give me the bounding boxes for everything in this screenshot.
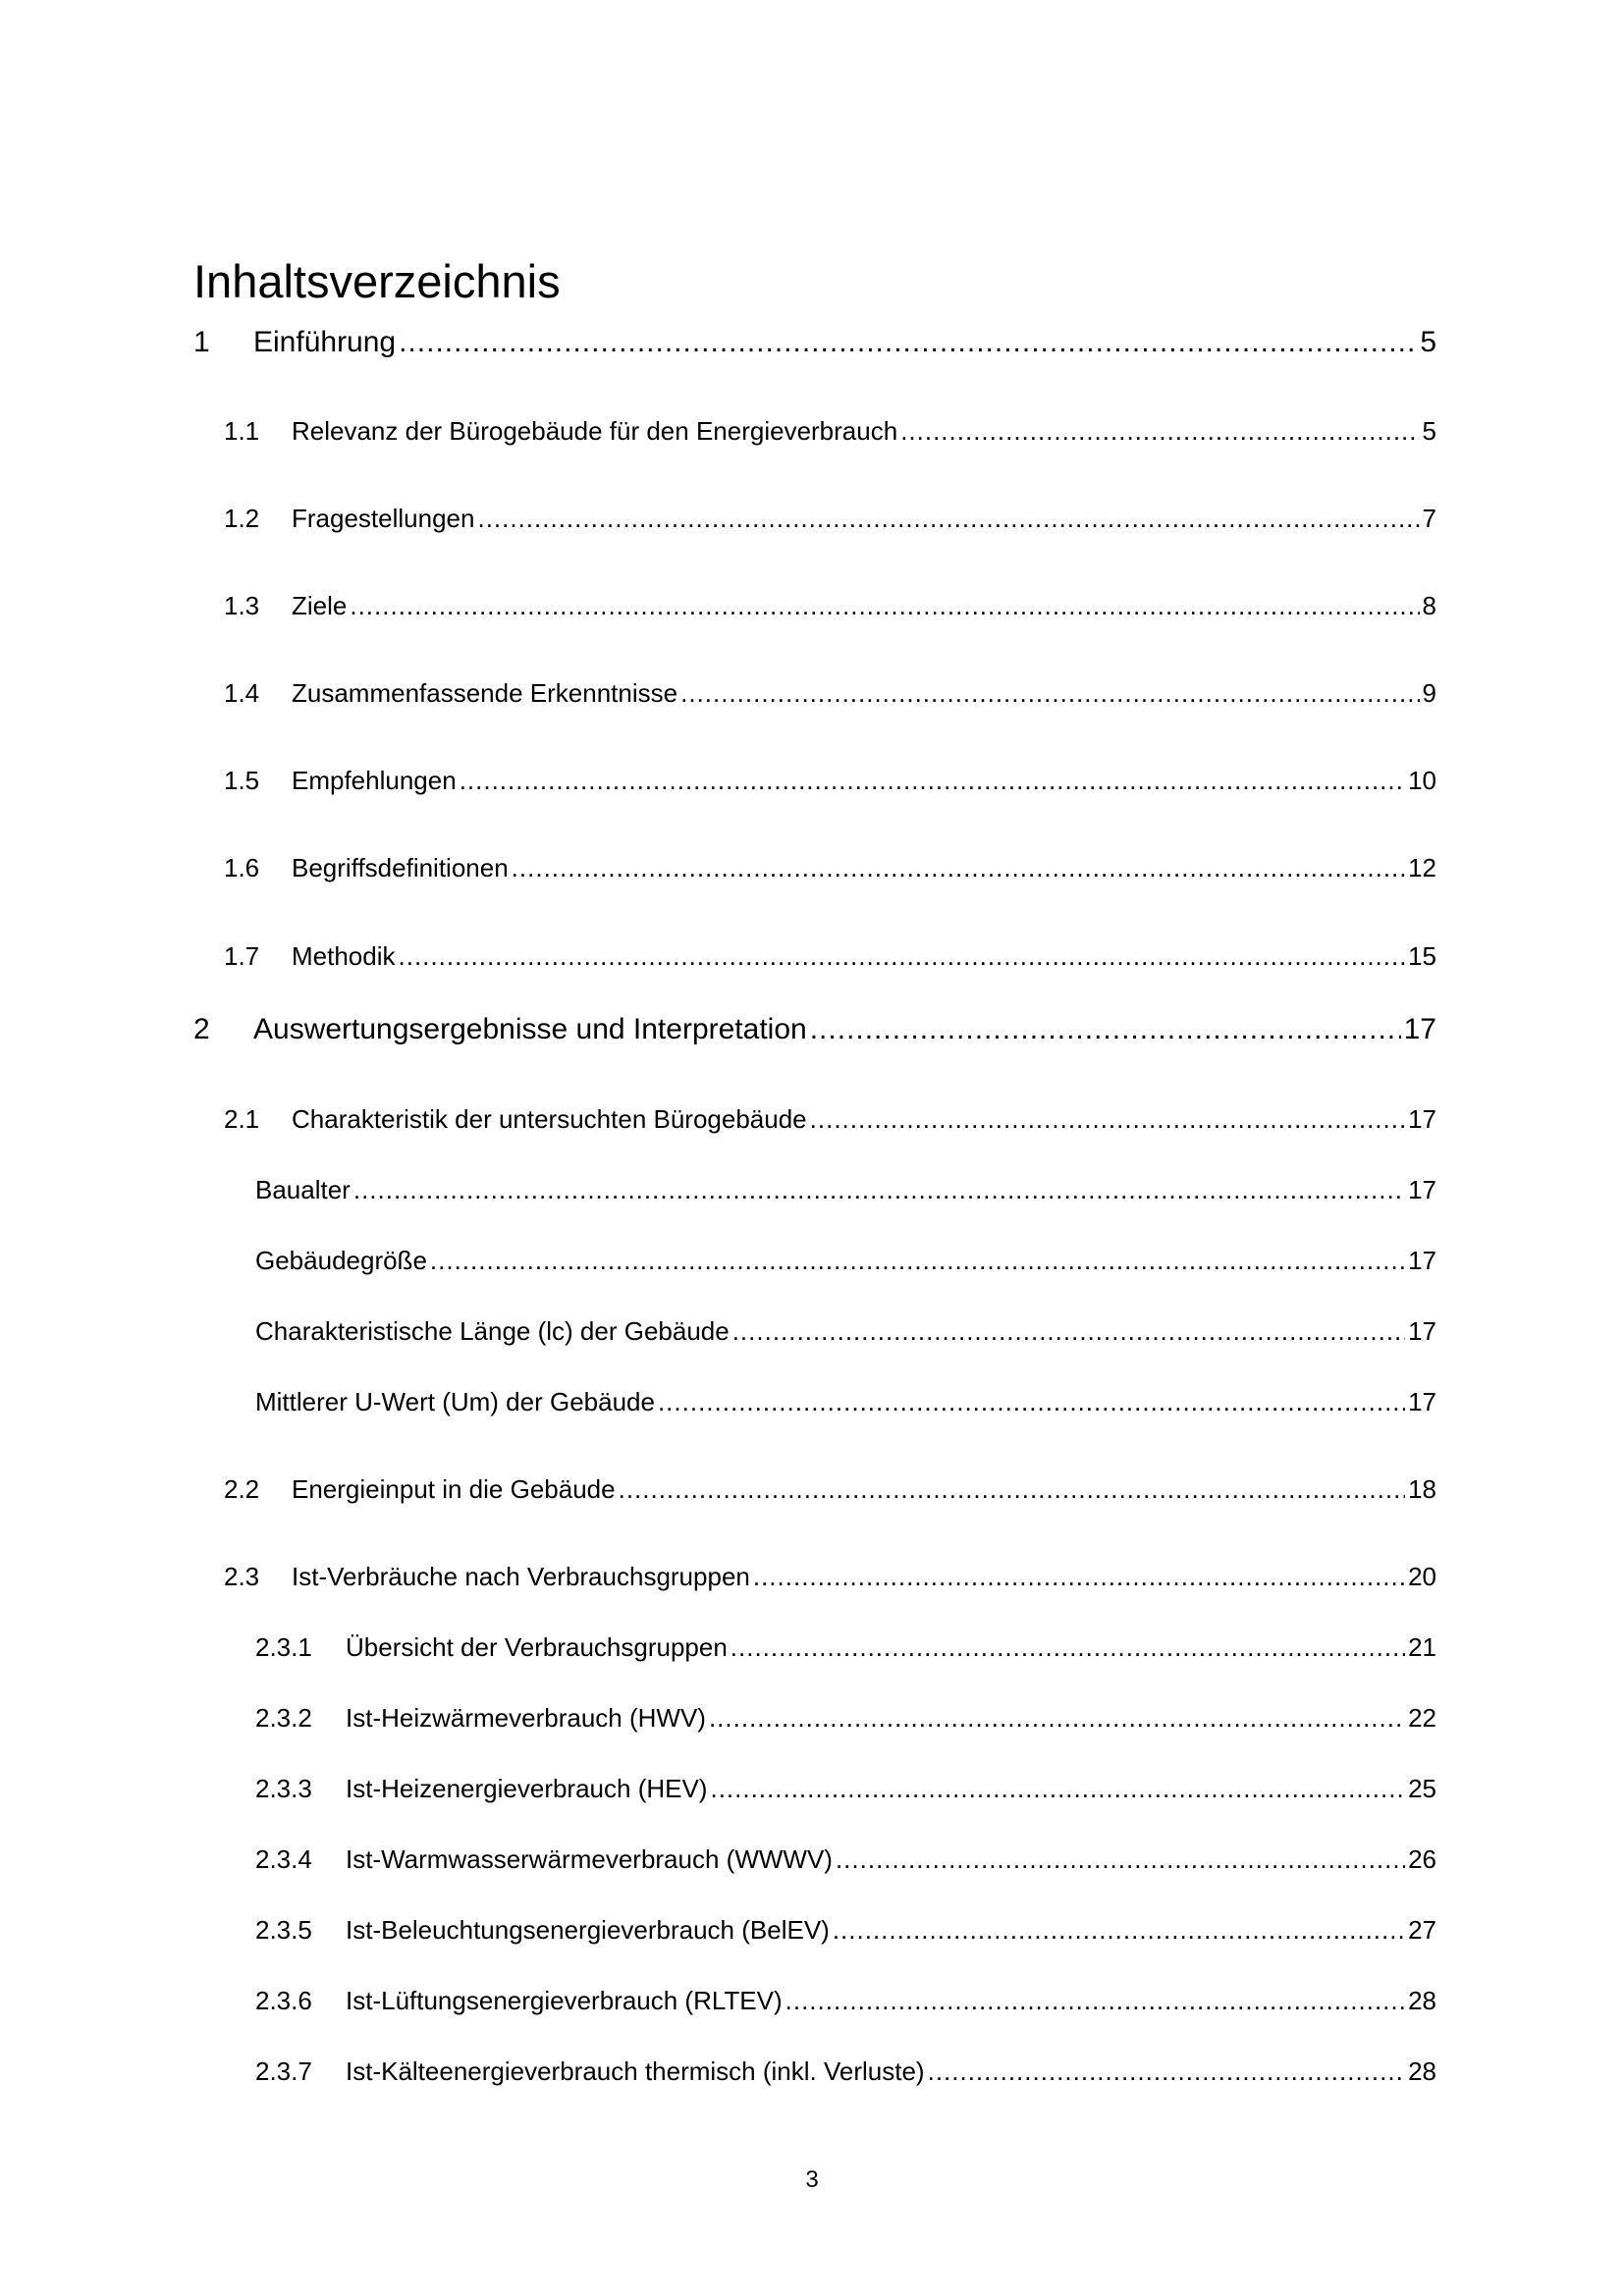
toc-entry[interactable]: [0, 1013, 1624, 1052]
toc-entry[interactable]: [0, 2056, 1624, 2096]
toc-entry-page: 17: [1408, 1316, 1436, 1346]
toc-entry-page: 28: [1408, 1986, 1436, 2015]
toc-entry-title: Begriffsdefinitionen: [292, 853, 509, 882]
toc-entry-number: 1.2: [224, 504, 260, 533]
toc-entry-page: 17: [1408, 1175, 1436, 1204]
toc-entry-page: 5: [1420, 326, 1436, 358]
toc-entry[interactable]: [0, 1474, 1624, 1514]
toc-entry[interactable]: [0, 853, 1624, 892]
dot-leader: [709, 1703, 1405, 1734]
dot-leader: [658, 1387, 1405, 1417]
toc-entry-number: 2.3.2: [255, 1703, 312, 1733]
toc-entry-page: 17: [1408, 1104, 1436, 1134]
dot-leader: [680, 678, 1419, 709]
toc-entry[interactable]: [0, 504, 1624, 543]
toc-entry[interactable]: [0, 1316, 1624, 1356]
toc-entry[interactable]: [0, 1986, 1624, 2025]
dot-leader: [810, 1104, 1405, 1135]
toc-entry-title: Mittlerer U-Wert (Um) der Gebäude: [255, 1387, 655, 1416]
toc-entry[interactable]: [0, 1703, 1624, 1742]
toc-entry-page: 8: [1422, 591, 1436, 620]
toc-entry[interactable]: [0, 591, 1624, 630]
toc-entry-page: 21: [1408, 1632, 1436, 1662]
toc-entry-page: 7: [1422, 504, 1436, 533]
toc-entry[interactable]: [0, 1774, 1624, 1813]
toc-entry-title: Ziele: [292, 591, 348, 620]
toc-entry-number: 1.7: [224, 941, 260, 971]
dot-leader: [710, 1774, 1405, 1804]
dot-leader: [753, 1562, 1405, 1592]
toc-entry-number: 2.3.6: [255, 1986, 312, 2015]
toc-entry-title: Ist-Verbräuche nach Verbrauchsgruppen: [292, 1562, 750, 1591]
toc-entry-page: 25: [1408, 1774, 1436, 1803]
toc-entry[interactable]: [0, 1246, 1624, 1285]
toc-entry-page: 22: [1408, 1703, 1436, 1733]
toc-entry-number: 2.1: [224, 1104, 260, 1134]
dot-leader: [785, 1986, 1405, 2016]
toc-entry[interactable]: [0, 1387, 1624, 1426]
toc-entry[interactable]: [0, 941, 1624, 981]
toc-heading: Inhaltsverzeichnis: [193, 255, 561, 308]
toc-entry-page: 12: [1408, 853, 1436, 882]
dot-leader: [732, 1316, 1405, 1347]
toc-entry-title: Fragestellungen: [292, 504, 475, 533]
toc-entry[interactable]: [0, 416, 1624, 455]
dot-leader: [731, 1632, 1405, 1663]
dot-leader: [900, 416, 1419, 447]
toc-entry-title: Charakteristische Länge (lc) der Gebäude: [255, 1316, 730, 1346]
dot-leader: [833, 1915, 1405, 1946]
dot-leader: [430, 1246, 1405, 1276]
toc-entry-title: Empfehlungen: [292, 766, 457, 795]
toc-entry-title: Ist-Heizenergieverbrauch (HEV): [346, 1774, 708, 1803]
toc-entry-number: 2.3.7: [255, 2056, 312, 2086]
toc-entry-title: Ist-Heizwärmeverbrauch (HWV): [346, 1703, 706, 1733]
toc-entry[interactable]: [0, 1175, 1624, 1214]
dot-leader: [350, 591, 1419, 621]
toc-entry-title: Zusammenfassende Erkenntnisse: [292, 678, 678, 708]
toc-entry-number: 1.1: [224, 416, 260, 446]
dot-leader: [399, 941, 1406, 972]
dot-leader: [460, 766, 1405, 796]
toc-entry-title: Relevanz der Bürogebäude für den Energieverbrauch: [292, 416, 898, 446]
toc-entry-page: 5: [1422, 416, 1436, 446]
toc-entry-title: Ist-Beleuchtungsenergieverbrauch (BelEV): [346, 1915, 830, 1945]
page-number: 3: [805, 2166, 819, 2193]
toc-entry[interactable]: [0, 766, 1624, 805]
toc-entry-page: 15: [1408, 941, 1436, 971]
dot-leader: [836, 1844, 1405, 1875]
toc-entry-page: 9: [1422, 678, 1436, 708]
toc-entry-page: 17: [1408, 1246, 1436, 1275]
toc-entry-title: Energieinput in die Gebäude: [292, 1474, 616, 1504]
dot-leader: [399, 326, 1417, 359]
toc-entry-title: Methodik: [292, 941, 396, 971]
toc-entry-number: 1.6: [224, 853, 260, 882]
toc-entry-page: 26: [1408, 1844, 1436, 1874]
toc-entry-number: 1: [193, 326, 210, 358]
toc-entry-title: Gebäudegröße: [255, 1246, 427, 1275]
toc-entry[interactable]: [0, 1104, 1624, 1144]
toc-entry-title: Ist-Lüftungsenergieverbrauch (RLTEV): [346, 1986, 783, 2015]
toc-entry-number: 2.3.5: [255, 1915, 312, 1945]
toc-entry[interactable]: [0, 678, 1624, 718]
toc-entry-title: Baualter: [255, 1175, 351, 1204]
toc-entry-title: Auswertungsergebnisse und Interpretation: [253, 1013, 807, 1045]
dot-leader: [619, 1474, 1405, 1505]
toc-entry-number: 2.2: [224, 1474, 260, 1504]
dot-leader: [353, 1175, 1405, 1205]
toc-entry-title: Ist-Kälteenergieverbrauch thermisch (inkl. Verluste): [346, 2056, 925, 2086]
dot-leader: [477, 504, 1419, 534]
toc-entry[interactable]: [0, 1632, 1624, 1672]
toc-entry-number: 1.4: [224, 678, 260, 708]
toc-entry-page: 10: [1408, 766, 1436, 795]
toc-entry-page: 18: [1408, 1474, 1436, 1504]
toc-entry-number: 2.3.1: [255, 1632, 312, 1662]
toc-entry-number: 2.3.3: [255, 1774, 312, 1803]
dot-leader: [810, 1013, 1401, 1046]
toc-entry-number: 1.3: [224, 591, 260, 620]
toc-entry[interactable]: [0, 1915, 1624, 1954]
toc-entry-page: 28: [1408, 2056, 1436, 2086]
toc-entry-page: 27: [1408, 1915, 1436, 1945]
toc-entry-number: 2: [193, 1013, 210, 1045]
toc-entry[interactable]: [0, 326, 1624, 365]
toc-entry-title: Übersicht der Verbrauchsgruppen: [346, 1632, 728, 1662]
toc-entry-page: 17: [1403, 1013, 1436, 1045]
dot-leader: [512, 853, 1405, 883]
toc-entry-number: 1.5: [224, 766, 260, 795]
toc-entry-title: Charakteristik der untersuchten Bürogebäude: [292, 1104, 807, 1134]
toc-entry[interactable]: [0, 1844, 1624, 1884]
dot-leader: [928, 2056, 1405, 2087]
toc-entry-number: 2.3: [224, 1562, 260, 1591]
toc-entry-number: 2.3.4: [255, 1844, 312, 1874]
toc-entry[interactable]: [0, 1562, 1624, 1601]
toc-entry-page: 17: [1408, 1387, 1436, 1416]
toc-entry-page: 20: [1408, 1562, 1436, 1591]
toc-entry-title: Ist-Warmwasserwärmeverbrauch (WWWV): [346, 1844, 833, 1874]
toc-entry-title: Einführung: [253, 326, 397, 358]
